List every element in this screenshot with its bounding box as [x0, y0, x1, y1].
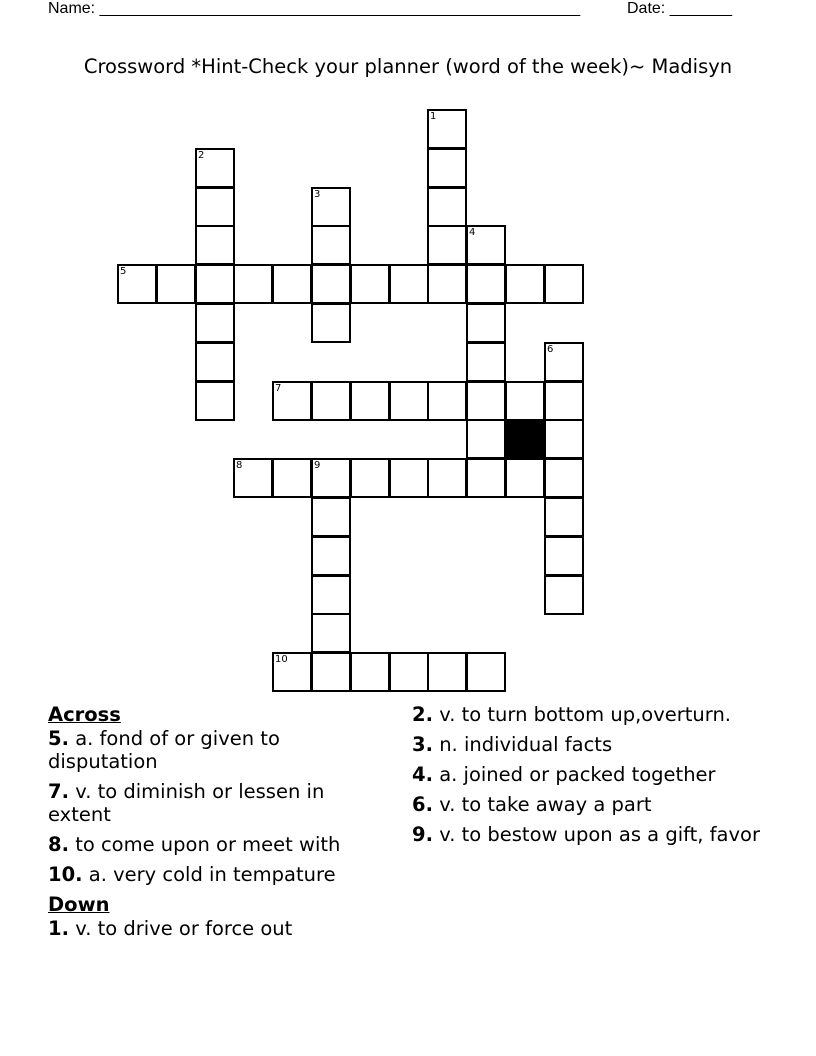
crossword-cell[interactable]: [466, 381, 506, 421]
across-heading: Across: [48, 703, 121, 726]
clue-number: 5: [120, 266, 127, 277]
crossword-cell[interactable]: [389, 264, 429, 304]
crossword-cell[interactable]: [427, 264, 467, 304]
clue-item-number: 6.: [412, 793, 433, 816]
clue-number: 7: [275, 383, 282, 394]
crossword-cell[interactable]: [195, 225, 235, 265]
clue-item-number: 1.: [48, 917, 69, 940]
clues-right-column: [412, 703, 772, 853]
crossword-cell[interactable]: [311, 613, 351, 653]
clue-number: 2: [198, 150, 205, 161]
clue-item: [412, 793, 772, 816]
clue-item-number: 7.: [48, 780, 69, 803]
clue-item-number: 4.: [412, 763, 433, 786]
puzzle-title: Crossword *Hint-Check your planner (word of the week)~ Madisyn: [83, 55, 733, 78]
crossword-cell[interactable]: [466, 419, 506, 459]
clue-item: [48, 833, 388, 856]
crossword-cell[interactable]: [427, 458, 467, 498]
crossword-cell[interactable]: [544, 419, 584, 459]
date-field-line: Date: _______: [627, 0, 732, 17]
crossword-cell[interactable]: [272, 264, 312, 304]
blocked-cell: [505, 419, 545, 459]
crossword-cell[interactable]: [389, 652, 429, 692]
crossword-cell[interactable]: [311, 381, 351, 421]
crossword-cell[interactable]: [350, 264, 390, 304]
crossword-cell[interactable]: [389, 381, 429, 421]
crossword-cell[interactable]: [544, 264, 584, 304]
crossword-cell[interactable]: [466, 342, 506, 382]
clue-item-text: v. to turn bottom up,overturn.: [439, 703, 732, 726]
crossword-cell[interactable]: [466, 264, 506, 304]
crossword-cell[interactable]: [427, 652, 467, 692]
clue-item: [48, 780, 388, 826]
crossword-cell[interactable]: [350, 652, 390, 692]
crossword-cell[interactable]: [311, 187, 351, 227]
crossword-cell[interactable]: [544, 458, 584, 498]
clue-item-text: to come upon or meet with: [75, 833, 341, 856]
crossword-cell[interactable]: [311, 458, 351, 498]
clue-item-text: v. to take away a part: [439, 793, 652, 816]
clue-number: 10: [275, 654, 288, 665]
crossword-cell[interactable]: [505, 381, 545, 421]
clue-number: 8: [236, 460, 243, 471]
crossword-cell[interactable]: [427, 225, 467, 265]
crossword-cell[interactable]: [350, 458, 390, 498]
crossword-cell[interactable]: [272, 381, 312, 421]
crossword-cell[interactable]: [195, 148, 235, 188]
crossword-cell[interactable]: [389, 458, 429, 498]
clue-number: 1: [430, 111, 437, 122]
crossword-cell[interactable]: [544, 342, 584, 382]
clue-item-number: 2.: [412, 703, 433, 726]
crossword-cell[interactable]: [195, 264, 235, 304]
crossword-cell[interactable]: [544, 381, 584, 421]
clue-item: [412, 733, 772, 756]
crossword-cell[interactable]: [427, 381, 467, 421]
clue-item: [412, 823, 772, 846]
crossword-cell[interactable]: [272, 652, 312, 692]
crossword-cell[interactable]: [311, 536, 351, 576]
clue-item: [48, 727, 388, 773]
clue-item-number: 8.: [48, 833, 69, 856]
clue-item: [48, 863, 388, 886]
crossword-cell[interactable]: [311, 225, 351, 265]
crossword-cell[interactable]: [195, 187, 235, 227]
clue-number: 6: [547, 344, 554, 355]
clue-item: [412, 703, 772, 726]
crossword-cell[interactable]: [272, 458, 312, 498]
clue-number: 4: [469, 227, 476, 238]
crossword-cell[interactable]: [233, 458, 273, 498]
clue-item-text: a. joined or packed together: [439, 763, 716, 786]
crossword-cell[interactable]: [466, 458, 506, 498]
clue-item-text: v. to diminish or lessen in extent: [48, 780, 325, 826]
crossword-cell[interactable]: [350, 381, 390, 421]
clue-item-text: n. individual facts: [439, 733, 613, 756]
clues-left-column: [48, 703, 388, 947]
crossword-cell[interactable]: [466, 652, 506, 692]
crossword-cell[interactable]: [311, 575, 351, 615]
crossword-cell[interactable]: [427, 109, 467, 149]
clue-item-text: a. very cold in tempature: [88, 863, 336, 886]
crossword-cell[interactable]: [505, 264, 545, 304]
clue-item: [412, 763, 772, 786]
crossword-cell[interactable]: [466, 225, 506, 265]
clue-item-number: 9.: [412, 823, 433, 846]
crossword-cell[interactable]: [544, 497, 584, 537]
clue-number: 9: [314, 460, 321, 471]
crossword-cell[interactable]: [427, 148, 467, 188]
clue-item-text: v. to bestow upon as a gift, favor: [439, 823, 760, 846]
crossword-cell[interactable]: [195, 381, 235, 421]
clue-number: 3: [314, 189, 321, 200]
crossword-cell[interactable]: [466, 303, 506, 343]
clue-item: [48, 917, 388, 940]
crossword-cell[interactable]: [311, 303, 351, 343]
crossword-cell[interactable]: [233, 264, 273, 304]
crossword-cell[interactable]: [505, 458, 545, 498]
crossword-cell[interactable]: [427, 187, 467, 227]
clue-item-text: v. to drive or force out: [75, 917, 293, 940]
crossword-cell[interactable]: [195, 342, 235, 382]
name-field-line: Name: ______________________________________________________: [48, 0, 581, 17]
down-heading: Down: [48, 893, 110, 916]
clue-item-number: 5.: [48, 727, 69, 750]
crossword-cell[interactable]: [544, 575, 584, 615]
crossword-cell[interactable]: [311, 264, 351, 304]
crossword-cell[interactable]: [195, 303, 235, 343]
crossword-cell[interactable]: [156, 264, 196, 304]
clue-item-number: 3.: [412, 733, 433, 756]
clue-item-number: 10.: [48, 863, 83, 886]
crossword-cell[interactable]: [117, 264, 157, 304]
crossword-cell[interactable]: [544, 536, 584, 576]
clue-item-text: a. fond of or given to disputation: [48, 727, 280, 773]
crossword-cell[interactable]: [311, 652, 351, 692]
crossword-cell[interactable]: [311, 497, 351, 537]
